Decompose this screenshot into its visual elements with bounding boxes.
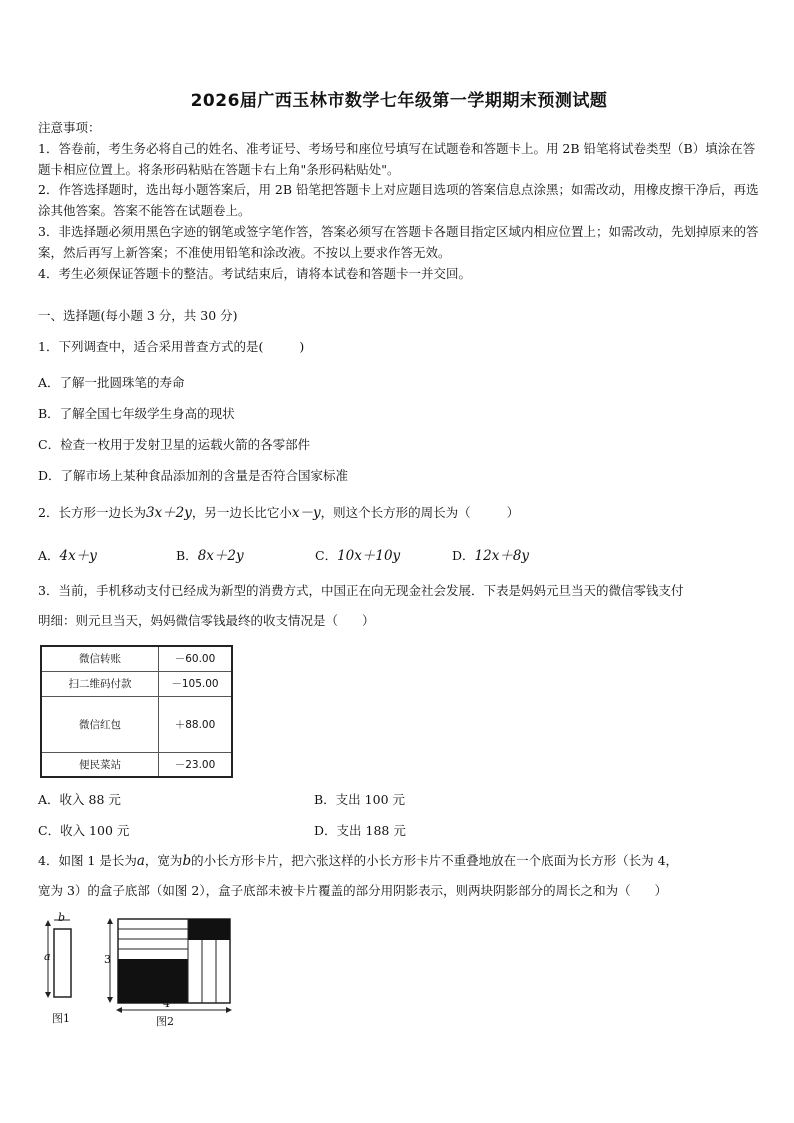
q1-stem-text: 1．下列调查中，适合采用普查方式的是( xyxy=(38,339,264,354)
notice-item: 3．非选择题必须用黑色字迹的钢笔或签字笔作答，答案必须写在答题卡各题目指定区域内相应位置上；如需改动，先划掉原来的答案，然后再写上新答案；不准使用铅笔和涂改液。不按以上要求作答无效。 xyxy=(38,223,759,260)
table-row xyxy=(41,752,232,777)
question-2-stem xyxy=(38,502,760,524)
q1-option-b: B．了解全国七年级学生身高的现状 xyxy=(38,406,235,421)
q3-option-a: A．收入 88 元 xyxy=(38,792,121,807)
q2-option-d: D．12x＋8y xyxy=(452,548,530,564)
q2-stem-c: ，则这个长方形的周长为（ xyxy=(320,505,471,520)
payment-amount: －105.00 xyxy=(159,671,233,696)
payment-amount: ＋88.00 xyxy=(159,696,233,752)
q2-stem-b: ，另一边长比它小 xyxy=(191,505,292,520)
q2-stem-a: 2．长方形一边长为 xyxy=(38,505,146,520)
payment-item: 便民菜站 xyxy=(41,752,159,777)
notice-heading: 注意事项： xyxy=(38,120,101,135)
q2-expr-2: x－y xyxy=(291,505,321,521)
q3-line-1: 3．当前，手机移动支付已经成为新型的消费方式，中国正在向无现金社会发展．下表是妈妈元旦当天的微信零钱支付 xyxy=(38,583,684,598)
q4-line-1a: 4．如图 1 是长为 xyxy=(38,853,137,868)
q2-close: ） xyxy=(506,505,520,520)
fig2-label-4: 4 xyxy=(163,997,170,1010)
q3-option-b: B．支出 100 元 xyxy=(314,792,405,807)
q4-var-b: b xyxy=(182,853,192,869)
payment-amount: －60.00 xyxy=(159,646,233,671)
payment-item: 扫二维码付款 xyxy=(41,671,159,696)
question-3-stem xyxy=(38,580,760,632)
section-heading: 一、选择题(每小题 3 分，共 30 分) xyxy=(38,308,238,323)
page-title: 2026届广西玉林市数学七年级第一学期期末预测试题 xyxy=(190,91,608,111)
q3-close: ） xyxy=(362,613,375,628)
notice-item: 2．作答选择题时，选出每小题答案后，用 2B 铅笔把答题卡上对应题目选项的答案信息点涂黑；如需改动，用橡皮擦干净后，再选涂其他答案。答案不能答在试题卷上。 xyxy=(38,182,759,219)
fig2-caption: 图2 xyxy=(156,1015,174,1028)
q3-line-2: 明细：则元旦当天，妈妈微信零钱最终的收支情况是（ xyxy=(38,613,339,628)
q2-option-b: B．8x＋2y xyxy=(176,548,244,564)
question-4-stem xyxy=(38,850,760,902)
q1-option-d: D．了解市场上某种食品添加剂的含量是否符合国家标准 xyxy=(38,468,349,483)
payment-table xyxy=(40,645,233,778)
q4-var-a: a xyxy=(136,853,145,869)
fig1-caption: 图1 xyxy=(52,1012,70,1025)
q2-expr-1: 3x＋2y xyxy=(145,505,192,521)
q4-line-1c: 的小长方形卡片，把六张这样的小长方形卡片不重叠地放在一个底面为长方形（长为 4， xyxy=(191,853,679,868)
q3-option-d: D．支出 188 元 xyxy=(314,823,406,838)
fig1-label-b: b xyxy=(58,911,66,924)
q1-close: ) xyxy=(299,339,305,354)
figure-2 xyxy=(100,912,240,1018)
payment-amount: －23.00 xyxy=(159,752,233,777)
payment-item: 微信转账 xyxy=(41,646,159,671)
notice-item: 1．答卷前，考生务必将自己的姓名、准考证号、考场号和座位号填写在试题卷和答题卡上。用 2B 铅笔将试卷类型（B）填涂在答题卡相应位置上。将条形码粘贴在答题卡右上角"条形码粘贴处"。 xyxy=(38,140,756,177)
q4-close: ） xyxy=(654,883,668,898)
q1-option-a: A．了解一批圆珠笔的寿命 xyxy=(38,375,185,390)
q4-line-2: 宽为 3）的盒子底部（如图 2），盒子底部未被卡片覆盖的部分用阴影表示，则两块阴影部分的周长之和为（ xyxy=(38,883,631,898)
fig2-label-3: 3 xyxy=(104,953,111,966)
q2-option-c: C．10x＋10y xyxy=(315,548,401,564)
table-row xyxy=(41,671,232,696)
question-1-stem xyxy=(38,336,760,358)
q1-option-c: C．检查一枚用于发射卫星的运载火箭的各零部件 xyxy=(38,437,311,452)
payment-item: 微信红包 xyxy=(41,696,159,752)
q4-line-1b: ，宽为 xyxy=(144,853,183,868)
table-row xyxy=(41,646,232,671)
notice-block xyxy=(38,118,760,284)
fig1-label-a: a xyxy=(44,950,51,963)
figure-1 xyxy=(38,914,88,1014)
q2-option-a: A．4x＋y xyxy=(38,548,97,564)
q3-option-c: C．收入 100 元 xyxy=(38,823,130,838)
table-row xyxy=(41,696,232,752)
notice-item: 4．考生必须保证答题卡的整洁。考试结束后，请将本试卷和答题卡一并交回。 xyxy=(38,265,471,281)
